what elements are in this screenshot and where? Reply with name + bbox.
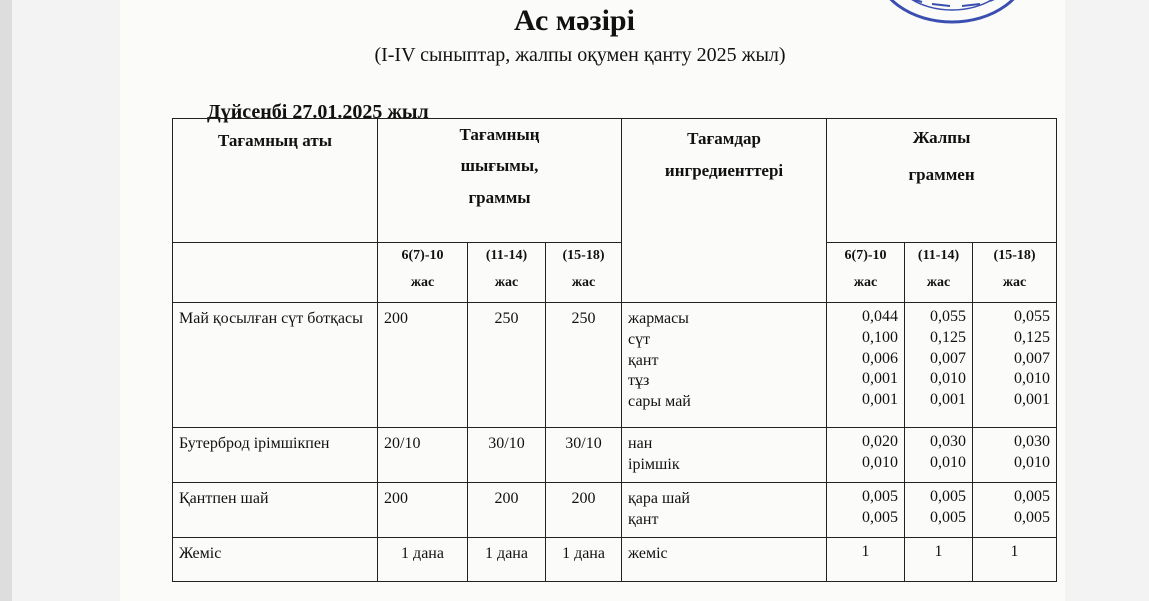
food-name: Май қосылған сүт ботқасы	[173, 303, 378, 428]
ingredient-list	[622, 483, 827, 538]
ingredient-list	[622, 303, 827, 428]
yield-value: 200	[378, 483, 468, 538]
ingredient: нан	[628, 435, 653, 452]
total-age-group-1: 6(7)-10 жас	[827, 243, 905, 303]
menu-table	[172, 118, 1057, 582]
yield-value: 1 дана	[468, 538, 546, 582]
total-values: 0,044 0,100 0,006 0,001 0,001	[827, 303, 905, 428]
ingredient-list	[622, 428, 827, 483]
yield-value: 200	[468, 483, 546, 538]
table-row	[173, 538, 1057, 582]
ingredient: қара шай	[628, 490, 690, 507]
yield-value: 250	[468, 303, 546, 428]
ingredient: сүт	[628, 330, 651, 348]
yield-value: 20/10	[378, 428, 468, 483]
yield-value: 1 дана	[546, 538, 622, 582]
total-values: 1	[905, 538, 973, 582]
total-values: 0,030 0,010	[973, 428, 1057, 483]
table-row	[173, 428, 1057, 483]
total-values: 0,005 0,005	[973, 483, 1057, 538]
header-yield: Тағамның шығымы, граммы	[378, 119, 622, 243]
yield-value: 30/10	[468, 428, 546, 483]
header-total: Жалпы граммен	[827, 119, 1057, 243]
page-edge	[0, 0, 12, 601]
total-values: 0,020 0,010	[827, 428, 905, 483]
page-title: Ас мәзірі	[514, 4, 635, 37]
age-group-1: 6(7)-10 жас	[378, 243, 468, 303]
total-values: 0,005 0,005	[827, 483, 905, 538]
total-values: 0,005 0,005	[905, 483, 973, 538]
total-values: 1	[827, 538, 905, 582]
age-group-2: (11-14) жас	[468, 243, 546, 303]
age-group-3: (15-18) жас	[546, 243, 622, 303]
ingredient: қант	[628, 510, 659, 528]
header-ingredients: Тағамдар ингредиенттері	[622, 119, 827, 303]
total-age-group-2: (11-14) жас	[905, 243, 973, 303]
ingredient: жармасы	[628, 310, 689, 327]
table-subheader-row	[173, 243, 1057, 303]
header-blank	[173, 243, 378, 303]
table-header-row	[173, 119, 1057, 243]
ingredient: сары май	[628, 393, 691, 411]
table-row	[173, 483, 1057, 538]
ingredient: тұз	[628, 372, 650, 390]
yield-value: 250	[546, 303, 622, 428]
page-subtitle: (I-IV сыныптар, жалпы оқумен қанту 2025 жыл)	[374, 44, 786, 66]
total-age-group-3: (15-18) жас	[973, 243, 1057, 303]
menu-date: Дүйсенбі 27.01.2025 жыл	[207, 101, 429, 123]
total-values: 0,055 0,125 0,007 0,010 0,001	[905, 303, 973, 428]
ingredient: жеміс	[628, 545, 668, 562]
table-row	[173, 303, 1057, 428]
food-name: Бутерброд ірімшікпен	[173, 428, 378, 483]
total-values: 0,055 0,125 0,007 0,010 0,001	[973, 303, 1057, 428]
food-name: Жеміс	[173, 538, 378, 582]
food-name: Қантпен шай	[173, 483, 378, 538]
yield-value: 200	[546, 483, 622, 538]
yield-value: 200	[378, 303, 468, 428]
ingredient: қант	[628, 351, 659, 369]
yield-value: 1 дана	[378, 538, 468, 582]
total-values: 1	[973, 538, 1057, 582]
ingredient: ірімшік	[628, 455, 680, 473]
header-food-name: Тағамның аты	[173, 119, 378, 243]
ingredient-list	[622, 538, 827, 582]
total-values: 0,030 0,010	[905, 428, 973, 483]
yield-value: 30/10	[546, 428, 622, 483]
